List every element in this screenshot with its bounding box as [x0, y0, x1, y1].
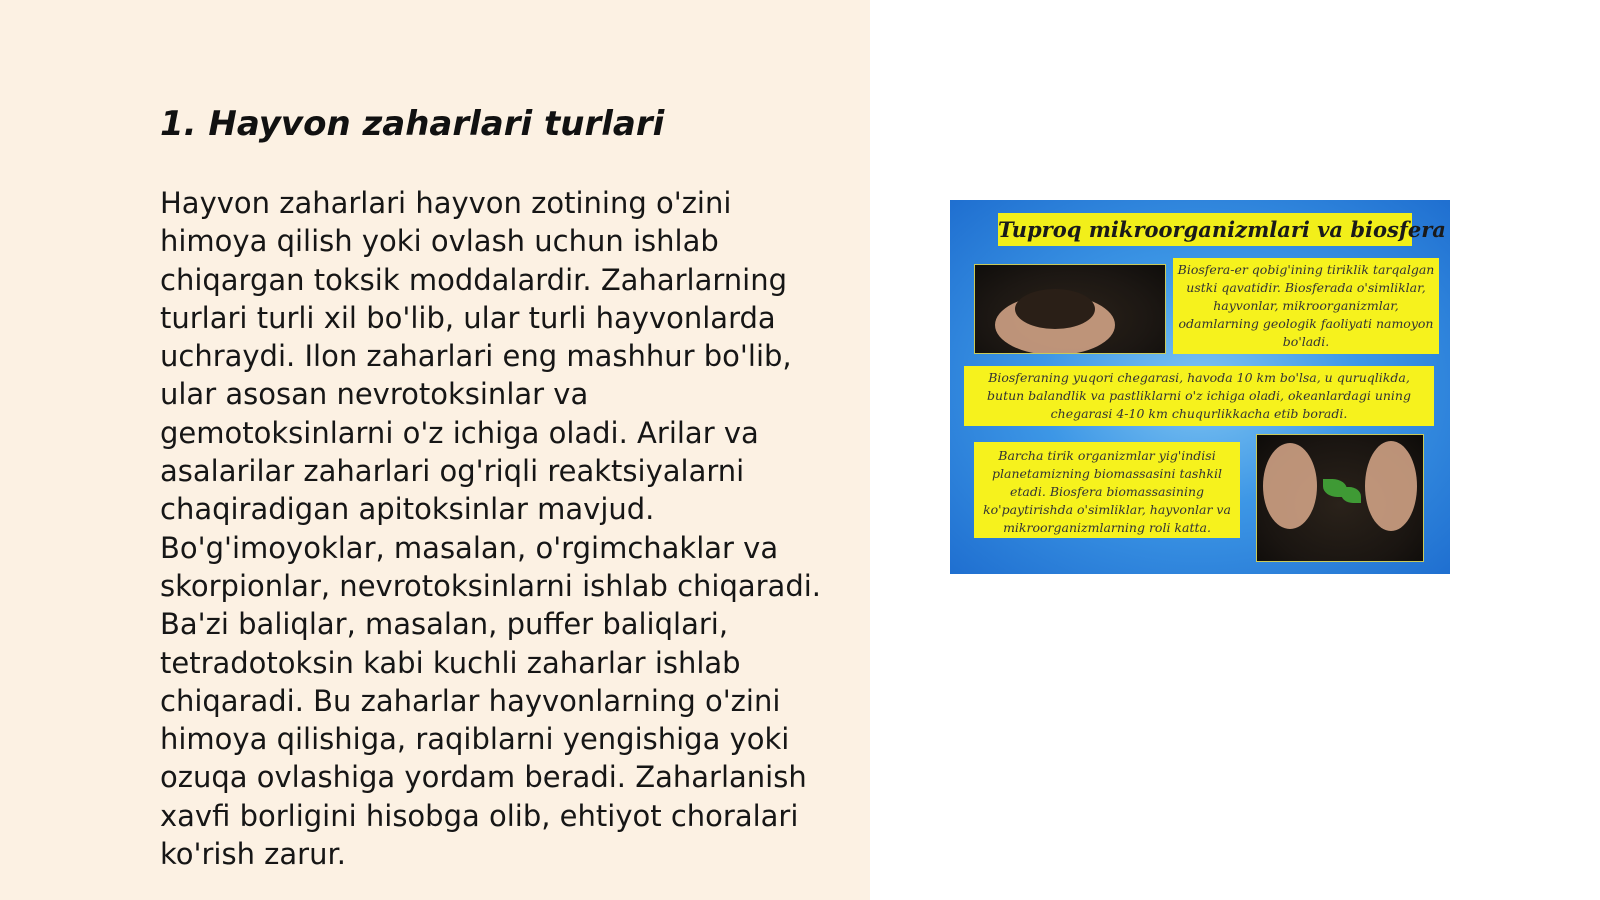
- soil-mound: [1015, 289, 1095, 329]
- soil-hands-photo: [974, 264, 1166, 354]
- seedling-leaf-icon: [1341, 487, 1361, 503]
- slide-heading: 1. Hayvon zaharlari turlari: [160, 104, 665, 144]
- info-box-biomass: Barcha tirik organizmlar yig'indisi planetamizning biomassasini tashkil etadi. Biosfera biomassasining ko'paytirishda o'simliklar, hayvonlar va mikroorganizmlarning roli katta.: [974, 442, 1240, 538]
- info-box-biosphere-boundaries: Biosferaning yuqori chegarasi, havoda 10 km bo'lsa, u quruqlikda, butun balandlik va pastliklarni o'z ichiga oladi, okeanlardagi uning chegarasi 4-10 km chuqurlikkacha etib boradi.: [964, 366, 1434, 426]
- info-box-biosphere-definition: Biosfera-er qobig'ining tiriklik tarqalgan ustki qavatidir. Biosferada o'simliklar, hayvonlar, mikroorganizmlar, odamlarning geologik faoliyati namoyon bo'ladi.: [1173, 258, 1439, 354]
- picture-title: Tuproq mikroorganizmlari va biosfera: [998, 213, 1412, 246]
- seedling-hands-photo: [1256, 434, 1424, 562]
- slide-body-text: Hayvon zaharlari hayvon zotining o'zini himoya qilish yoki ovlash uchun ishlab chiqargan toksik moddalardir. Zaharlarning turlari turli xil bo'lib, ular turli hayvonlarda uchraydi. Ilon zaharlari eng mashhur bo'lib, ular asosan nevrotoksinlar va gemotoksinlarni o'z ichiga oladi. Arilar va asalarilar zaharlari og'riqli reaktsiyalarni chaqiradigan apitoksinlar mavjud. Bo'g'imoyoklar, masalan, o'rgimchaklar va skorpionlar, nevrotoksinlarni ishlab chiqaradi. Ba'zi baliqlar, masalan, puffer baliqlari, tetradotoksin kabi kuchli zaharlar ishlab chiqaradi. Bu zaharlar hayvonlarning o'zini himoya qilishiga, raqiblarni yengishiga yoki ozuqa ovlashiga yordam beradi. Zaharlanish xavfi borligini hisobga olib, ehtiyot choralari ko'rish zarur.: [160, 186, 822, 872]
- left-hand-shape: [1263, 443, 1317, 529]
- biosphere-picture: [950, 200, 1450, 574]
- right-hand-shape: [1365, 441, 1417, 531]
